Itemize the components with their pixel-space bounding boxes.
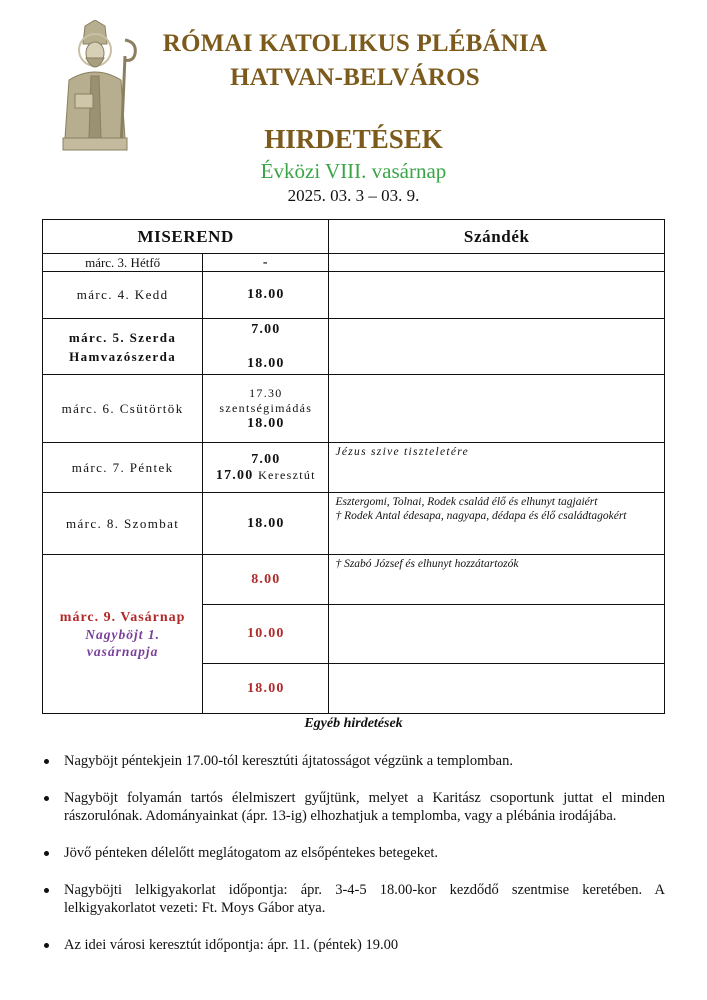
- time-cell: -: [203, 254, 329, 272]
- intent-cell: [329, 319, 665, 375]
- time-cell: 18.00: [203, 664, 329, 714]
- day-cell: márc. 3. Hétfő: [43, 254, 203, 272]
- intent-cell: [329, 254, 665, 272]
- list-item: [42, 752, 665, 770]
- time-cell: 18.00: [203, 272, 329, 319]
- day-line: márc. 5. Szerda: [68, 329, 177, 345]
- time-line: 7.00: [251, 451, 281, 467]
- time-line: 18.00: [247, 415, 285, 431]
- bullet-icon: [44, 796, 49, 801]
- table-row: [43, 254, 665, 272]
- intent-cell: [329, 605, 665, 664]
- list-item: [42, 881, 665, 917]
- time-line: 18.00: [247, 355, 285, 371]
- time-cell: [203, 375, 329, 443]
- time-line: 17.00: [215, 467, 254, 483]
- col-header-szandek: Szándék: [329, 220, 665, 254]
- table-row: [43, 272, 665, 319]
- time-cell: 10.00: [203, 605, 329, 664]
- table-row: [43, 493, 665, 555]
- announcement-text: Nagyböjt péntekjein 17.00-tól keresztúti ájtatosságot végzünk a templomban.: [64, 753, 513, 769]
- time-line: szentségimádás: [219, 400, 313, 415]
- time-note: Keresztút: [258, 467, 316, 482]
- intent-cell: [329, 272, 665, 319]
- page-title: HIRDETÉSEK: [264, 124, 443, 154]
- time-cell: [203, 319, 329, 375]
- intent-cell: [329, 493, 665, 555]
- intent-line: Esztergomi, Tolnai, Rodek család élő és elhunyt tagjaiért: [335, 496, 598, 508]
- announcement-text: Nagyböjti lelkigyakorlat időpontja: ápr. 3-4-5 18.00-kor kezdődő szentmise keretében. A lelkigyakorlatot vezeti: Ft. Moys Gábor atya.: [64, 882, 665, 916]
- announcement-text: Jövő pénteken délelőtt meglátogatom az elsőpéntekes betegeket.: [64, 845, 439, 861]
- intent-cell: [329, 664, 665, 714]
- table-row: [43, 319, 665, 375]
- day-cell: [43, 319, 203, 375]
- other-announcements-title: Egyéb hirdetések: [304, 716, 403, 731]
- list-item: [42, 789, 665, 825]
- sunday-feast: Nagyböjt 1.: [85, 626, 160, 642]
- parish-name: RÓMAI KATOLIKUS PLÉBÁNIA: [162, 30, 548, 57]
- list-item: [42, 936, 665, 954]
- time-cell: 8.00: [203, 555, 329, 605]
- time-line: 7.00: [251, 321, 281, 337]
- announcement-text: Nagyböjt folyamán tartós élelmiszert gyűjtünk, melyet a Karitász csoportunk juttat el minden rászorulónak. Adományainkat (ápr. 13-ig) elhozhatjuk a templomba, vagy a plébánia irodájába.: [64, 790, 665, 824]
- table-row: [43, 443, 665, 493]
- announcement-list: [42, 740, 665, 954]
- bullet-icon: [44, 888, 49, 893]
- day-cell-sunday: [43, 555, 203, 714]
- parish-location: HATVAN-BELVÁROS: [230, 64, 480, 91]
- day-line: Hamvazószerda: [69, 348, 177, 364]
- day-cell: márc. 8. Szombat: [43, 493, 203, 555]
- sunday-feast: vasárnapja: [86, 643, 159, 659]
- page-subtitle: Évközi VIII. vasárnap: [260, 159, 447, 183]
- bullet-icon: [44, 851, 49, 856]
- bullet-icon: [44, 943, 49, 948]
- list-item: [42, 844, 665, 862]
- time-cell: [203, 443, 329, 493]
- col-header-miserend: MISEREND: [43, 220, 329, 254]
- bullet-icon: [44, 759, 49, 764]
- time-line: 17.30: [249, 385, 283, 400]
- table-header-row: [43, 220, 665, 254]
- table-row: [43, 555, 665, 605]
- intent-cell: Jézus szive tiszteletére: [329, 443, 665, 493]
- sunday-label: márc. 9. Vasárnap: [59, 609, 186, 625]
- day-cell: márc. 6. Csütörtök: [43, 375, 203, 443]
- announcement-text: Az idei városi keresztút időpontja: ápr. 11. (péntek) 19.00: [64, 937, 399, 953]
- intent-line: † Rodek Antal édesapa, nagyapa, dédapa és élő családtagokért: [335, 510, 627, 522]
- table-row: [43, 375, 665, 443]
- intent-cell: [329, 375, 665, 443]
- date-range: 2025. 03. 3 – 03. 9.: [287, 186, 420, 205]
- day-cell: márc. 4. Kedd: [43, 272, 203, 319]
- mass-schedule-table: [42, 219, 665, 714]
- day-cell: márc. 7. Péntek: [43, 443, 203, 493]
- intent-cell: † Szabó József és elhunyt hozzátartozók: [329, 555, 665, 605]
- time-cell: 18.00: [203, 493, 329, 555]
